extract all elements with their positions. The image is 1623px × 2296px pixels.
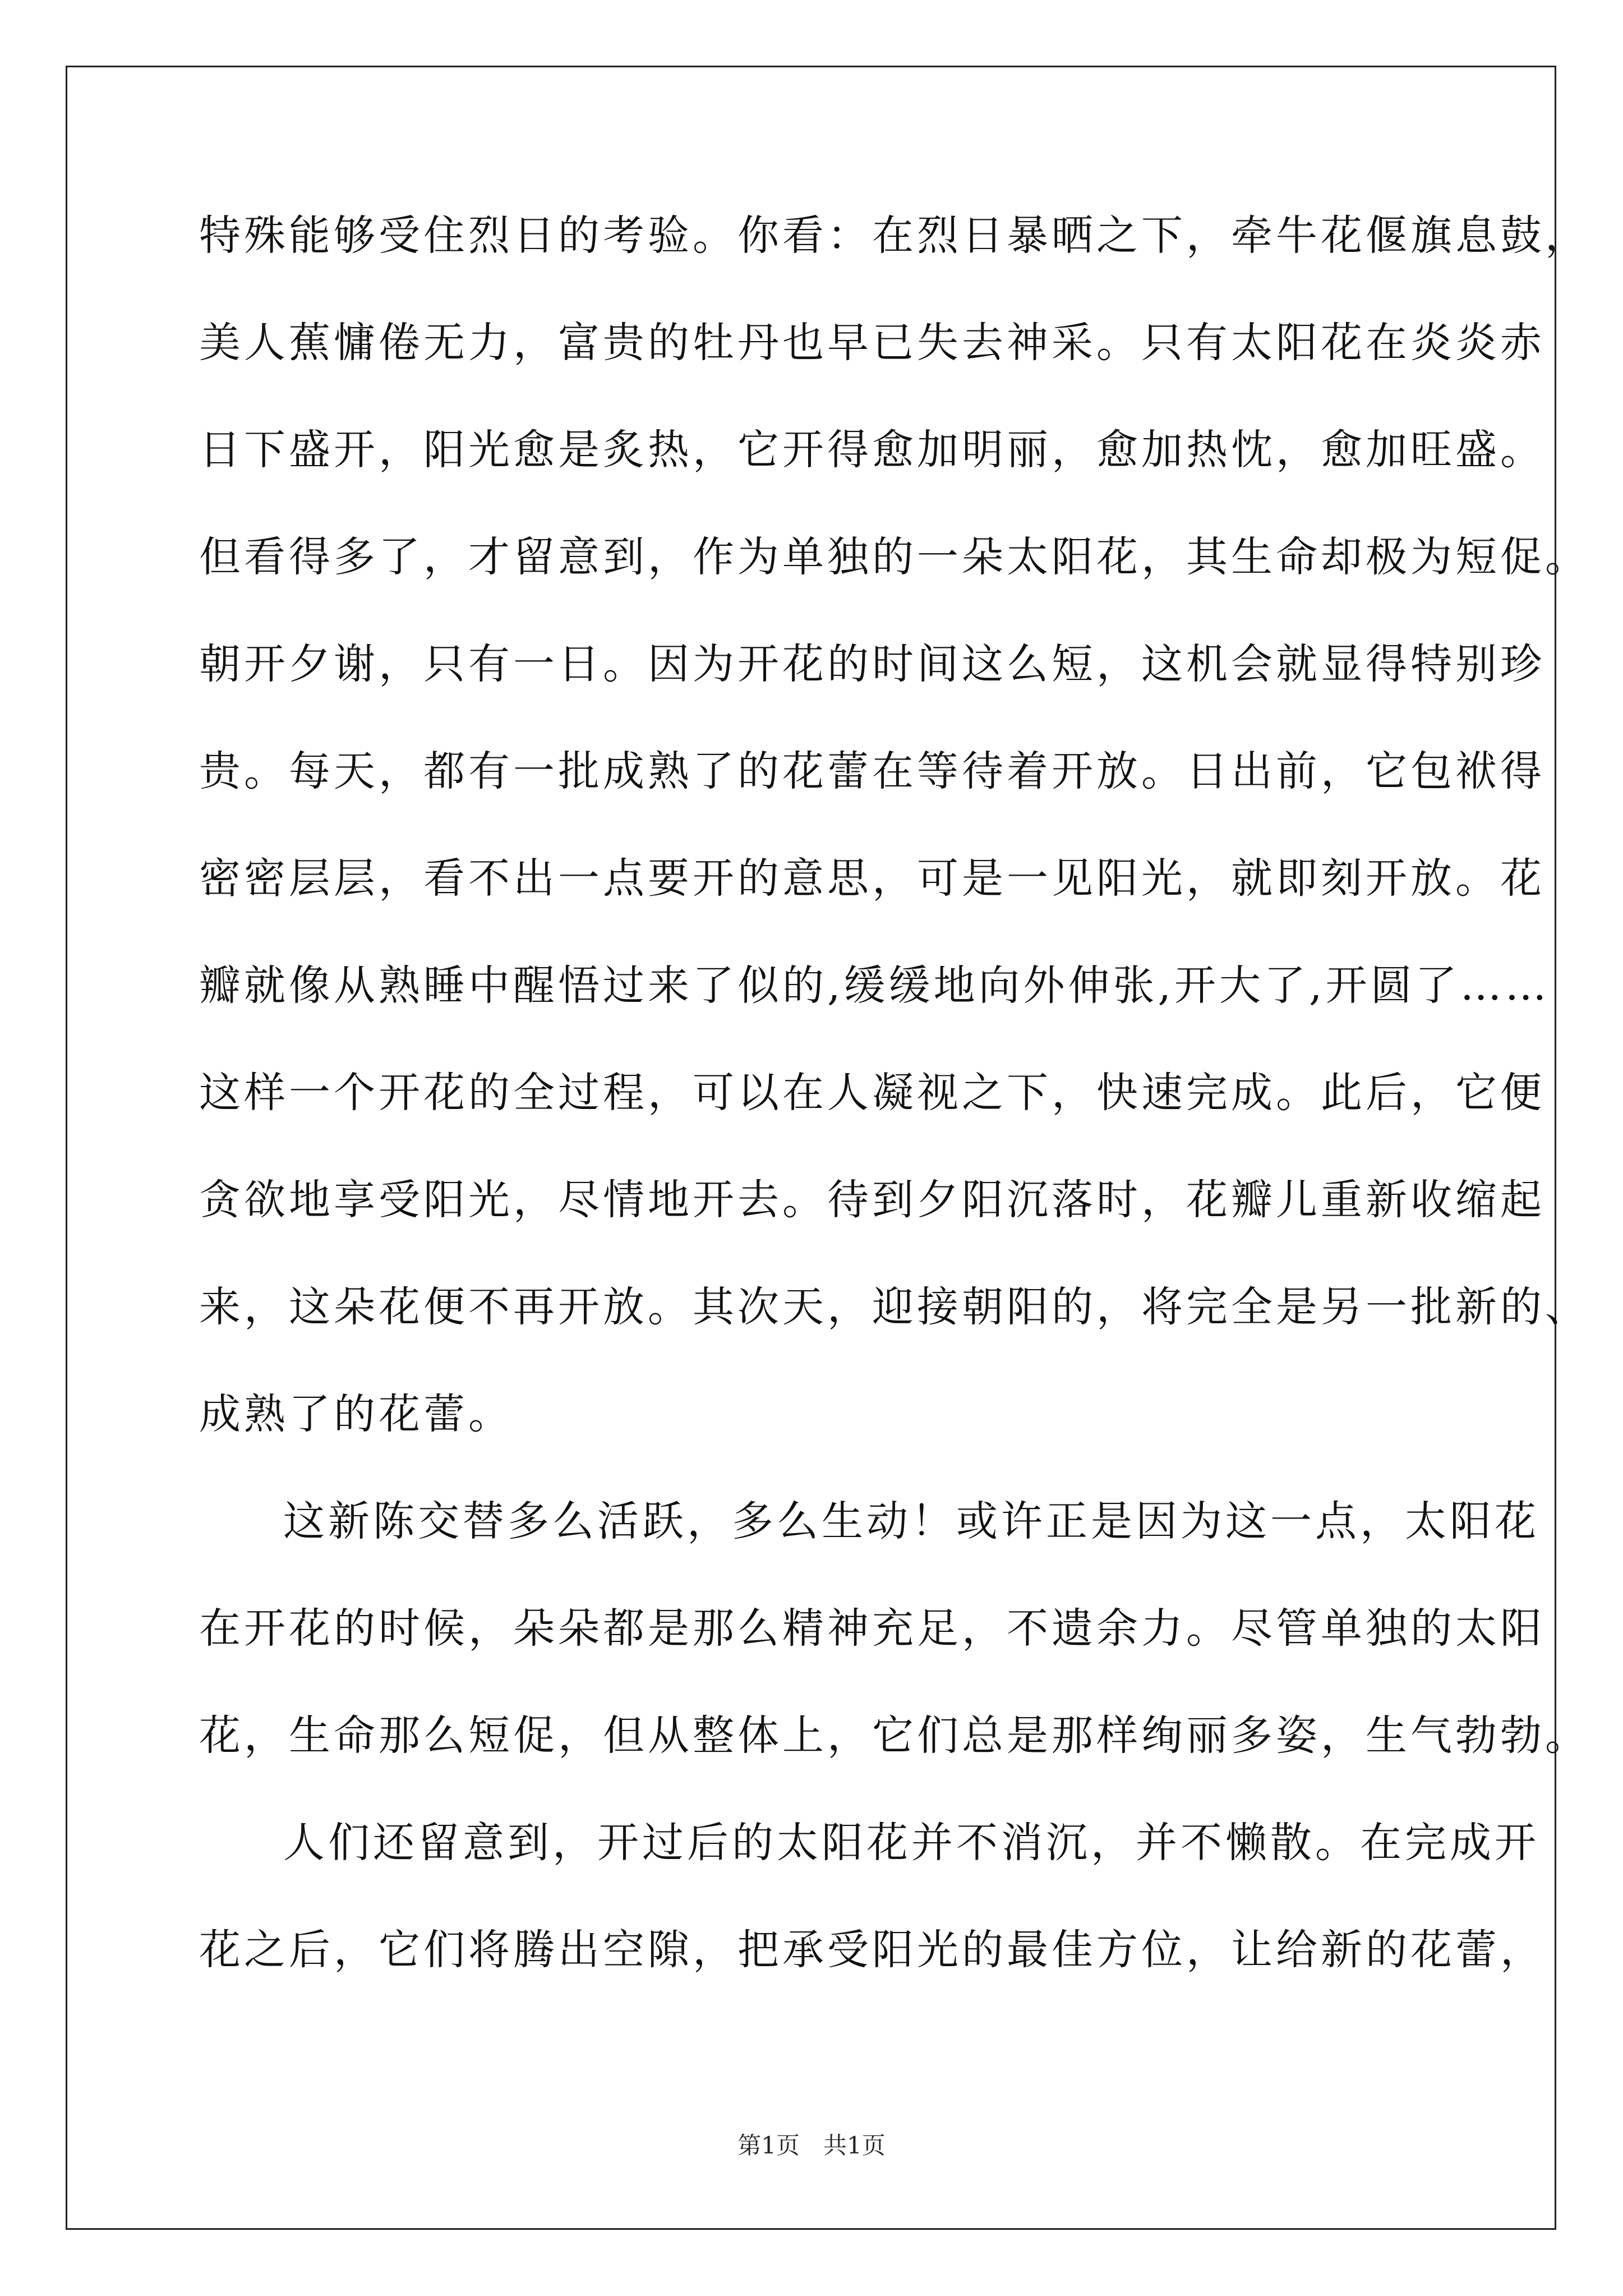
text-line: 这样一个开花的全过程，可以在人凝视之下，快速完成。此后，它便 <box>199 1069 1545 1117</box>
text-line: 贪欲地享受阳光，尽情地开去。待到夕阳沉落时，花瓣儿重新收缩起 <box>199 1176 1545 1224</box>
text-line: 花，生命那么短促，但从整体上，它们总是那样绚丽多姿，生气勃勃。 <box>199 1711 1590 1760</box>
text-line: 日下盛开，阳光愈是炙热，它开得愈加明丽，愈加热忱，愈加旺盛。 <box>199 426 1545 474</box>
text-line: 密密层层，看不出一点要开的意思，可是一见阳光，就即刻开放。花 <box>199 854 1545 903</box>
page-number-footer: 第1页 共1页 <box>737 2132 886 2159</box>
text-line: 贵。每天，都有一批成熟了的花蕾在等待着开放。日出前，它包袱得 <box>199 747 1545 795</box>
text-line: 朝开夕谢，只有一日。因为开花的时间这么短，这机会就显得特别珍 <box>199 640 1545 688</box>
text-line: 特殊能够受住烈日的考验。你看：在烈日暴晒之下，牵牛花偃旗息鼓， <box>199 211 1590 260</box>
text-line: 花之后，它们将腾出空隙，把承受阳光的最佳方位，让给新的花蕾， <box>199 1926 1545 1974</box>
text-line: 来，这朵花便不再开放。其次天，迎接朝阳的，将完全是另一批新的、 <box>199 1283 1590 1331</box>
text-line: 在开花的时候，朵朵都是那么精神充足，不遗余力。尽管单独的太阳 <box>199 1604 1545 1653</box>
text-line: 美人蕉慵倦无力，富贵的牡丹也早已失去神采。只有太阳花在炎炎赤 <box>199 319 1545 367</box>
text-line: 成熟了的花蕾。 <box>199 1390 513 1438</box>
text-line: 但看得多了，才留意到，作为单独的一朵太阳花，其生命却极为短促。 <box>199 533 1590 581</box>
paragraph-first-line: 这新陈交替多么活跃，多么生动！或许正是因为这一点，太阳花 <box>283 1497 1539 1545</box>
paragraph-first-line: 人们还留意到，开过后的太阳花并不消沉，并不懒散。在完成开 <box>283 1819 1539 1867</box>
text-line: 瓣就像从熟睡中醒悟过来了似的,缓缓地向外伸张,开大了,开圆了…… <box>199 961 1550 1010</box>
page-border <box>66 66 1556 2230</box>
